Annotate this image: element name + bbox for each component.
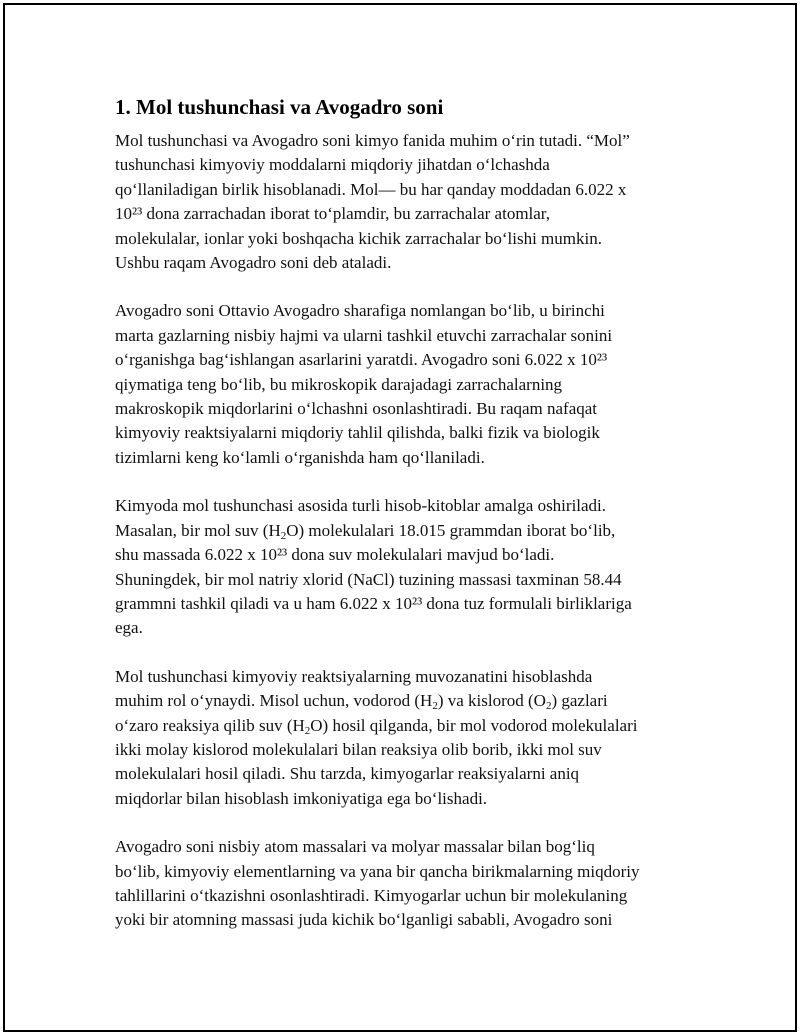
text-line: grammni tashkil qiladi va u ham 6.022 x 10²³ dona tuz formulali birliklariga	[115, 593, 632, 613]
text-line: molekulalari hosil qiladi. Shu tarzda, kimyogarlar reaksiyalarni aniq	[115, 764, 580, 784]
text-line: 10²³ dona zarrachadan iborat toʻplamdir, bu zarrachalar atomlar,	[115, 204, 551, 224]
section-heading: 1. Mol tushunchasi va Avogadro soni	[115, 95, 444, 119]
text-line	[115, 689, 695, 713]
text-line: ega.	[115, 618, 143, 638]
text-line	[115, 714, 695, 738]
text-line: Kimyoda mol tushunchasi asosida turli hisob-kitoblar amalga oshiriladi.	[115, 496, 607, 516]
text-line: tahlillarini oʻtkazishni osonlashtiradi. Kimyogarlar uchun bir molekulaning	[115, 885, 628, 905]
document-body	[115, 94, 695, 957]
text-line: Mol tushunchasi va Avogadro soni kimyo fanida muhim oʻrin tutadi. “Mol”	[115, 131, 630, 150]
text-line: kimyoviy reaktsiyalarni miqdoriy tahlil qilishda, balki fizik va biologik	[115, 423, 600, 443]
text-segment: O) molekulalari 18.015 grammdan iborat boʻlib,	[286, 520, 616, 540]
paragraph-3	[115, 494, 695, 640]
paragraph-1	[115, 129, 695, 275]
text-segment: muhim rol oʻynaydi. Misol uchun, vodorod (H	[115, 691, 433, 711]
text-segment: Masalan, bir mol suv (H	[115, 520, 281, 540]
text-line: tizimlarni keng koʻlamli oʻrganishda ham qoʻllaniladi.	[115, 447, 485, 467]
text-line: qiymatiga teng boʻlib, bu mikroskopik darajadagi zarrachalarning	[115, 374, 563, 394]
text-line: qoʻllaniladigan birlik hisoblanadi. Mol— bu har qanday moddadan 6.022 x	[115, 179, 627, 199]
text-line: marta gazlarning nisbiy hajmi va ularni tashkil etuvchi zarrachalar sonini	[115, 325, 613, 345]
text-line: makroskopik miqdorlarini oʻlchashni osonlashtiradi. Bu raqam nafaqat	[115, 399, 598, 419]
paragraph-4	[115, 665, 695, 811]
text-line: yoki bir atomning massasi juda kichik boʻlganligi sababli, Avogadro soni	[115, 910, 613, 930]
text-line: Avogadro soni Ottavio Avogadro sharafiga nomlangan boʻlib, u birinchi	[115, 301, 605, 321]
text-segment: ) gazlari	[551, 691, 608, 711]
text-line: ikki molay kislorod molekulalari bilan reaksiya olib borib, ikki mol suv	[115, 739, 602, 759]
text-line: Ushbu raqam Avogadro soni deb ataladi.	[115, 253, 392, 273]
text-line: boʻlib, kimyoviy elementlarning va yana bir qancha birikmalarning miqdoriy	[115, 861, 640, 881]
text-line: oʻrganishga bagʻishlangan asarlarini yaratdi. Avogadro soni 6.022 x 10²³	[115, 350, 608, 370]
text-line: tushunchasi kimyoviy moddalarni miqdoriy jihatdan oʻlchashda	[115, 155, 550, 175]
text-line: Avogadro soni nisbiy atom massalari va molyar massalar bilan bogʻliq	[115, 837, 595, 857]
paragraph-5	[115, 835, 695, 933]
text-line: miqdorlar bilan hisoblash imkoniyatiga ega boʻlishadi.	[115, 788, 488, 808]
text-segment: O) hosil qilganda, bir mol vodorod molekulalari	[310, 715, 638, 735]
subscript: 2	[545, 700, 552, 713]
text-line: molekulalar, ionlar yoki boshqacha kichik zarrachalar boʻlishi mumkin.	[115, 228, 602, 248]
text-line: Mol tushunchasi kimyoviy reaktsiyalarning muvozanatini hisoblashda	[115, 666, 593, 686]
text-line	[115, 519, 695, 543]
text-segment: ) va kislorod (O	[437, 691, 546, 711]
subscript: 2	[304, 724, 311, 737]
text-segment: oʻzaro reaksiya qilib suv (H	[115, 715, 305, 735]
subscript: 2	[432, 700, 438, 713]
text-line: Shuningdek, bir mol natriy xlorid (NaCl) tuzining massasi taxminan 58.44	[115, 569, 622, 589]
paragraph-2	[115, 299, 695, 470]
subscript: 2	[280, 529, 287, 542]
text-line: shu massada 6.022 x 10²³ dona suv molekulalari mavjud boʻladi.	[115, 545, 555, 565]
